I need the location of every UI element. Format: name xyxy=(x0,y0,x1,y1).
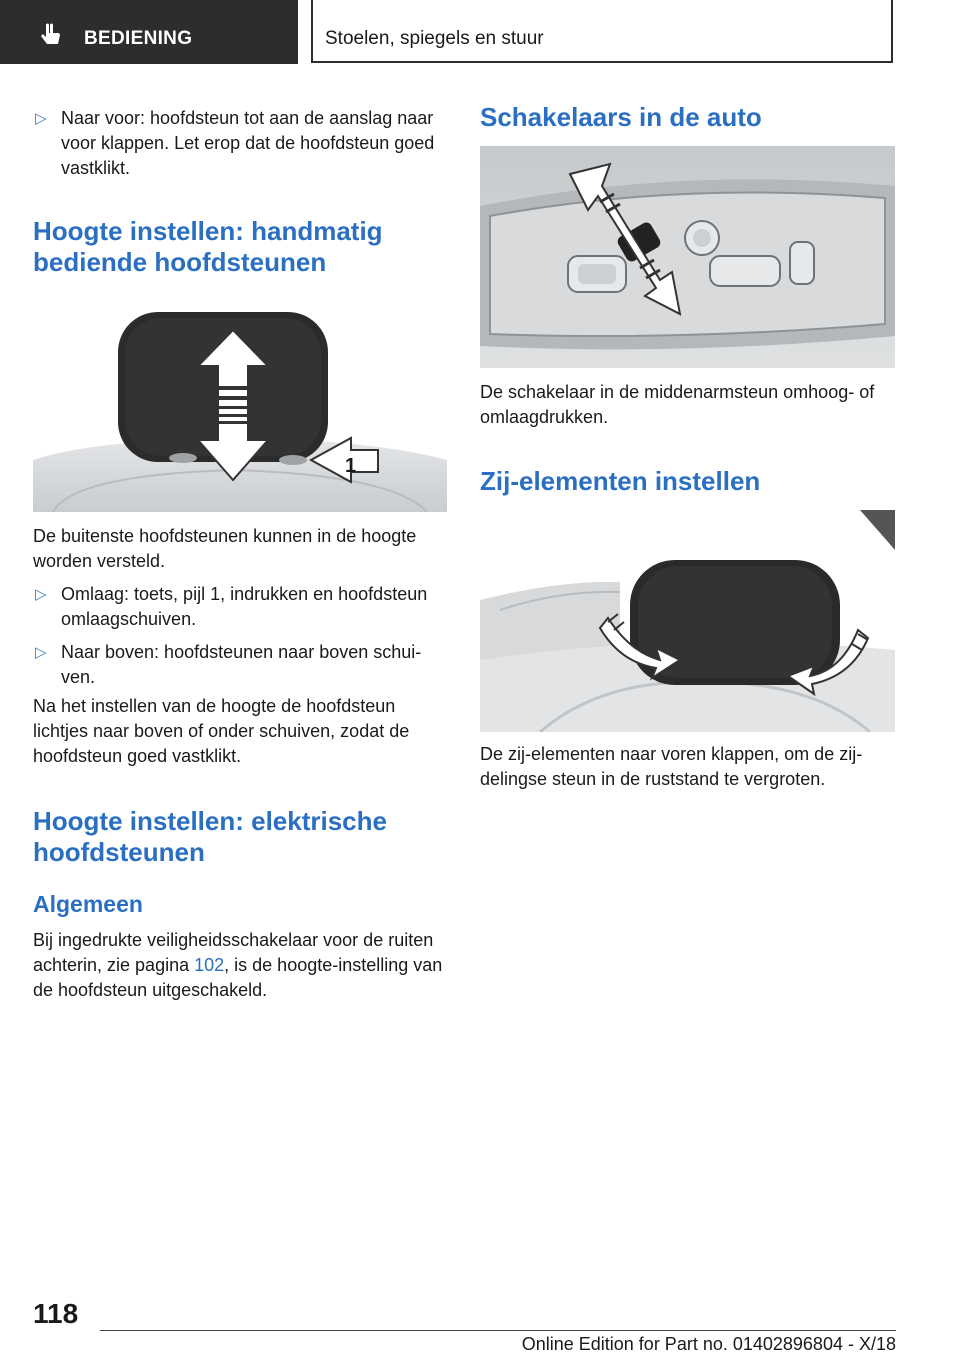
seat-switch-figure xyxy=(480,146,895,368)
list-item: ▷ Naar voor: hoofdsteun tot aan de aanslag naar voor klappen. Let erop dat de hoofdsteun goed vastklikt. xyxy=(35,108,435,178)
bullet-triangle-icon: ▷ xyxy=(35,110,47,127)
chapter-header xyxy=(311,0,893,63)
touch-hand-icon xyxy=(38,22,64,48)
section-heading-switches: Schakelaars in de auto xyxy=(480,102,762,132)
section-heading-manual: Hoogte instellen: handmatig bediende hoofdsteunen xyxy=(33,216,383,277)
bullet-triangle-icon: ▷ xyxy=(35,586,47,603)
chapter-title: Stoelen, spiegels en stuur xyxy=(325,28,544,49)
paragraph: De schakelaar in de middenarmsteun omhoog- of omlaagdrukken. xyxy=(480,382,875,427)
section-heading-electric: Hoogte instellen: elektrische hoofdsteunen xyxy=(33,806,387,867)
list-item: ▷ Omlaag: toets, pijl 1, indrukken en hoofdsteun omlaagschuiven. xyxy=(35,584,428,629)
subheading-general: Algemeen xyxy=(33,891,143,917)
section-heading-side: Zij-elementen instellen xyxy=(480,466,761,496)
side-elements-figure xyxy=(480,510,895,732)
edition-note: Online Edition for Part no. 01402896804 - X/18 xyxy=(521,1334,896,1354)
paragraph: De buitenste hoofdsteunen kunnen in de hoogte worden versteld. xyxy=(33,526,417,571)
paragraph: Bij ingedrukte veiligheidsschakelaar voor de ruiten achterin, zie pagina 102, is de hoogte-instelling van de hoofdsteun uitgeschakeld. xyxy=(33,930,443,1000)
paragraph: Na het instellen van de hoogte de hoofdsteun lichtjes naar boven of onder schuiven, zodat de hoofdsteun goed vastklikt. xyxy=(33,696,410,766)
section-title: BEDIENING xyxy=(84,28,193,49)
page-number: 118 xyxy=(33,1298,79,1329)
footer-divider xyxy=(100,1330,896,1331)
section-tab xyxy=(0,0,298,64)
headrest-manual-figure xyxy=(33,300,447,512)
callout-label: 1 xyxy=(345,455,357,477)
page-link[interactable]: 102 xyxy=(194,955,225,975)
paragraph: De zij-elementen naar voren klappen, om de zijdelingse steun in de ruststand te vergroten. xyxy=(480,744,863,789)
list-item: ▷ Naar boven: hoofdsteunen naar boven schuiven. xyxy=(35,642,422,687)
bullet-triangle-icon: ▷ xyxy=(35,644,47,661)
